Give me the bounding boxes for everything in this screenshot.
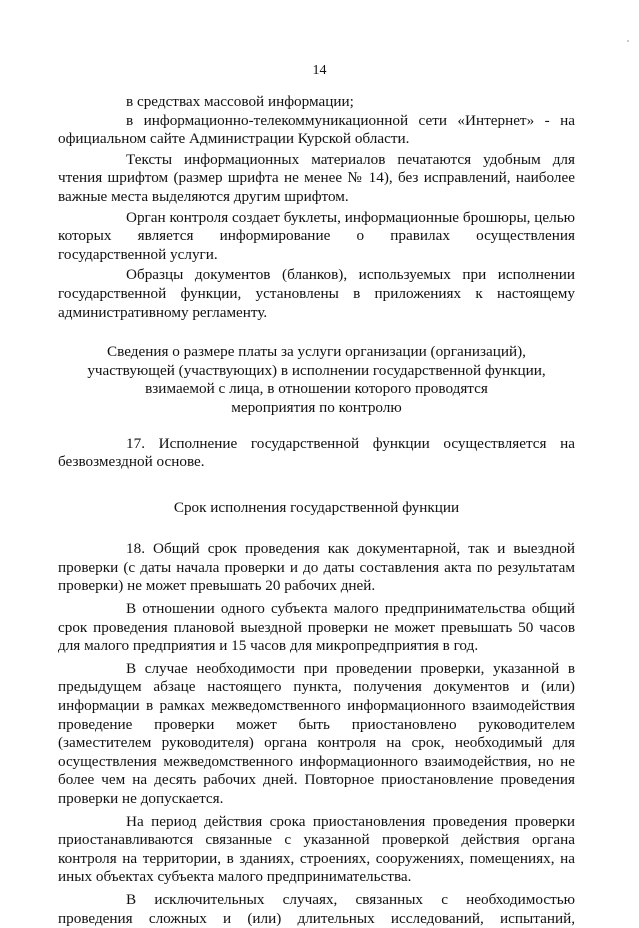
document-body [58, 93, 575, 928]
heading-line: Сведения о размере платы за услуги организации (организаций), [107, 343, 526, 361]
section-heading-term: Срок исполнения государственной функции [173, 498, 460, 516]
paragraph-internet: в информационно-телекоммуникационной сети «Интернет» - на официальном сайте Администрации Курской области. [58, 111, 575, 148]
heading-line: мероприятия по контролю [231, 398, 402, 416]
paragraph-booklets: Орган контроля создает буклеты, информационные брошюры, целью которых является информирование о правилах осуществления государственной услуги. [58, 208, 575, 263]
heading-line: участвующей (участвующих) в исполнении государственной функции, [87, 361, 546, 379]
paragraph-small-business: В отношении одного субъекта малого предпринимательства общий срок проведения плановой выездной проверки не может превышать 50 часов для малого предприятия и 15 часов для микропредприятия в год. [58, 600, 575, 655]
scan-speck [627, 40, 629, 42]
paragraph-font-requirements: Тексты информационных материалов печатаются удобным для чтения шрифтом (размер шрифта не менее № 14), без исправлений, наиболее важные места выделяются другим шрифтом. [58, 150, 575, 205]
paragraph-suspension-period: На период действия срока приостановления проведения проверки приостанавливаются связанные с указанной проверкой действия органа контроля на территории, в зданиях, строениях, сооружениях, помещениях, на иных объектах субъекта малого предпринимательства. [58, 812, 575, 886]
paragraph-suspension: В случае необходимости при проведении проверки, указанной в предыдущем абзаце настоящего пункта, получения документов и (или) информации в рамках межведомственного информационного взаимодействия проведение проверки может быть приостановлено руководителем (заместителем руководителя) органа контроля на срок, необходимый для осуществления межведомственного информационного взаимодействия, но не более чем на десять рабочих дней. Повторное приостановление проведения проверки не допускается. [58, 659, 575, 807]
section-heading-fee [58, 343, 575, 417]
paragraph-document-samples: Образцы документов (бланков), используемых при исполнении государственной функции, установлены в приложениях к настоящему административному регламенту. [58, 266, 575, 321]
paragraph-18: 18. Общий срок проведения как документарной, так и выездной проверки (с даты начала проверки и до даты составления акта по результатам проверки) не может превышать 20 рабочих дней. [58, 540, 575, 595]
heading-line: взимаемой с лица, в отношении которого проводятся [145, 380, 488, 398]
paragraph-exceptional-cases: В исключительных случаях, связанных с необходимостью проведения сложных и (или) длительных исследований, испытаний, [58, 890, 575, 927]
paragraph-mass-media: в средствах массовой информации; [126, 93, 354, 110]
page-number: 14 [312, 63, 327, 78]
paragraph-17: 17. Исполнение государственной функции осуществляется на безвозмездной основе. [58, 434, 575, 471]
